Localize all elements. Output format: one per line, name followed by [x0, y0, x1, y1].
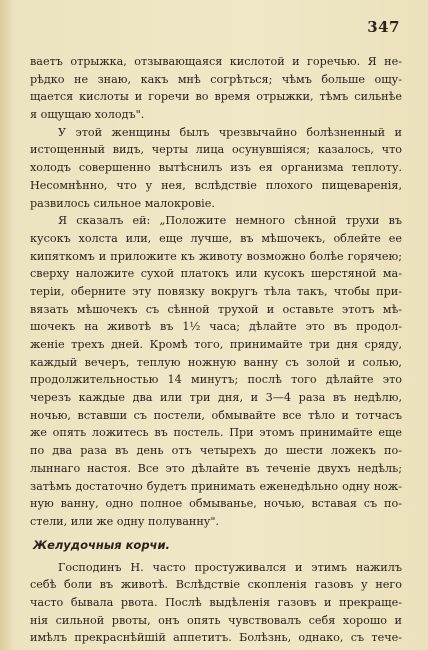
text-line: стели, или же одну полуванну".: [30, 514, 220, 528]
text-line: сверху наложите сухой платокъ или кусокъ шерстяной ма-: [30, 267, 402, 281]
text-line: ную ванну, одно полное обмыванье, ночью, вставая съ по-: [30, 497, 402, 511]
text-line: затѣмъ достаточно будетъ принимать еженедѣльно одну нож-: [30, 479, 402, 493]
text-line: продолжительностью 14 минутъ; послѣ того дѣлайте это: [30, 373, 402, 387]
page-text: [30, 53, 402, 647]
text-line: лыннаго настоя. Все это дѣлайте въ теченіе двухъ недѣль;: [30, 461, 402, 475]
text-line: кипяткомъ и приложите къ животу возможно болѣе горячею;: [30, 249, 402, 263]
text-line: по два раза въ день отъ четырехъ до шести ложекъ по-: [30, 444, 402, 458]
text-line: часто бывала рвота. Послѣ выдѣленія газовъ и прекраще-: [30, 595, 402, 609]
text-line: У этой женщины былъ чрезвычайно болѣзненный и: [58, 125, 402, 139]
text-line: ваетъ отрыжка, отзывающаяся кислотой и горечью. Я не-: [30, 55, 402, 68]
text-line: щается кислоты и горечи во время отрыжки, тѣмъ сильнѣе: [30, 90, 402, 104]
text-line: черезъ каждые два или три дня, и 3—4 раза въ недѣлю,: [30, 391, 402, 405]
text-line: вязать мѣшочекъ съ сѣнной трухой и оставьте этотъ мѣ-: [30, 302, 402, 316]
text-line: я ощущаю холодъ".: [30, 108, 145, 122]
text-line: шочекъ на животѣ въ 1½ часа; дѣлайте это въ продол-: [30, 320, 402, 334]
text-line: истощенный видъ, черты лица осунувшіяся; казалось, что: [30, 143, 402, 157]
text-line: себѣ боли въ животѣ. Вслѣдствіе скопленія газовъ у него: [30, 578, 402, 592]
text-line: женіе трехъ дней. Кромѣ того, принимайте три дня сряду,: [30, 338, 402, 351]
text-line: холодъ совершенно вытѣснилъ изъ ея организма теплоту.: [30, 161, 402, 175]
text-line: развилось сильное малокровіе.: [30, 196, 215, 210]
text-line: ночью, вставши съ постели, обмывайте все тѣло и тотчасъ: [30, 408, 402, 422]
text-line: нія сильной рвоты, онъ опять чувствовалъ себя хорошо и: [30, 613, 402, 627]
text-line: рѣдко не знаю, какъ мнѣ согрѣться; чѣмъ больше ощу-: [30, 72, 402, 86]
section-heading: Желудочныя корчи.: [33, 537, 170, 552]
text-line: Я сказалъ ей: „Положите немного сѣнной трухи въ: [58, 214, 402, 228]
text-line: каждый вечеръ, теплую ножную ванну съ золой и солью,: [30, 355, 402, 369]
text-line: Несомнѣнно, что у нея, вслѣдствіе плохого пищеваренія,: [30, 178, 402, 192]
text-line: теріи, оберните эту повязку вокругъ тѣла такъ, чтобы при-: [30, 284, 402, 298]
text-line: кусокъ холста или, еще лучше, въ мѣшочекъ, облейте ее: [30, 231, 402, 245]
text-line: Господинъ Н. часто простуживался и этимъ нажилъ: [58, 560, 402, 574]
page-number: 347: [367, 18, 400, 36]
text-line: имѣлъ прекраснѣйшій аппетитъ. Болѣзнь, однако, съ тече-: [30, 631, 402, 645]
text-line: же опять ложитесь въ постель. При этомъ принимайте еще: [30, 426, 402, 440]
